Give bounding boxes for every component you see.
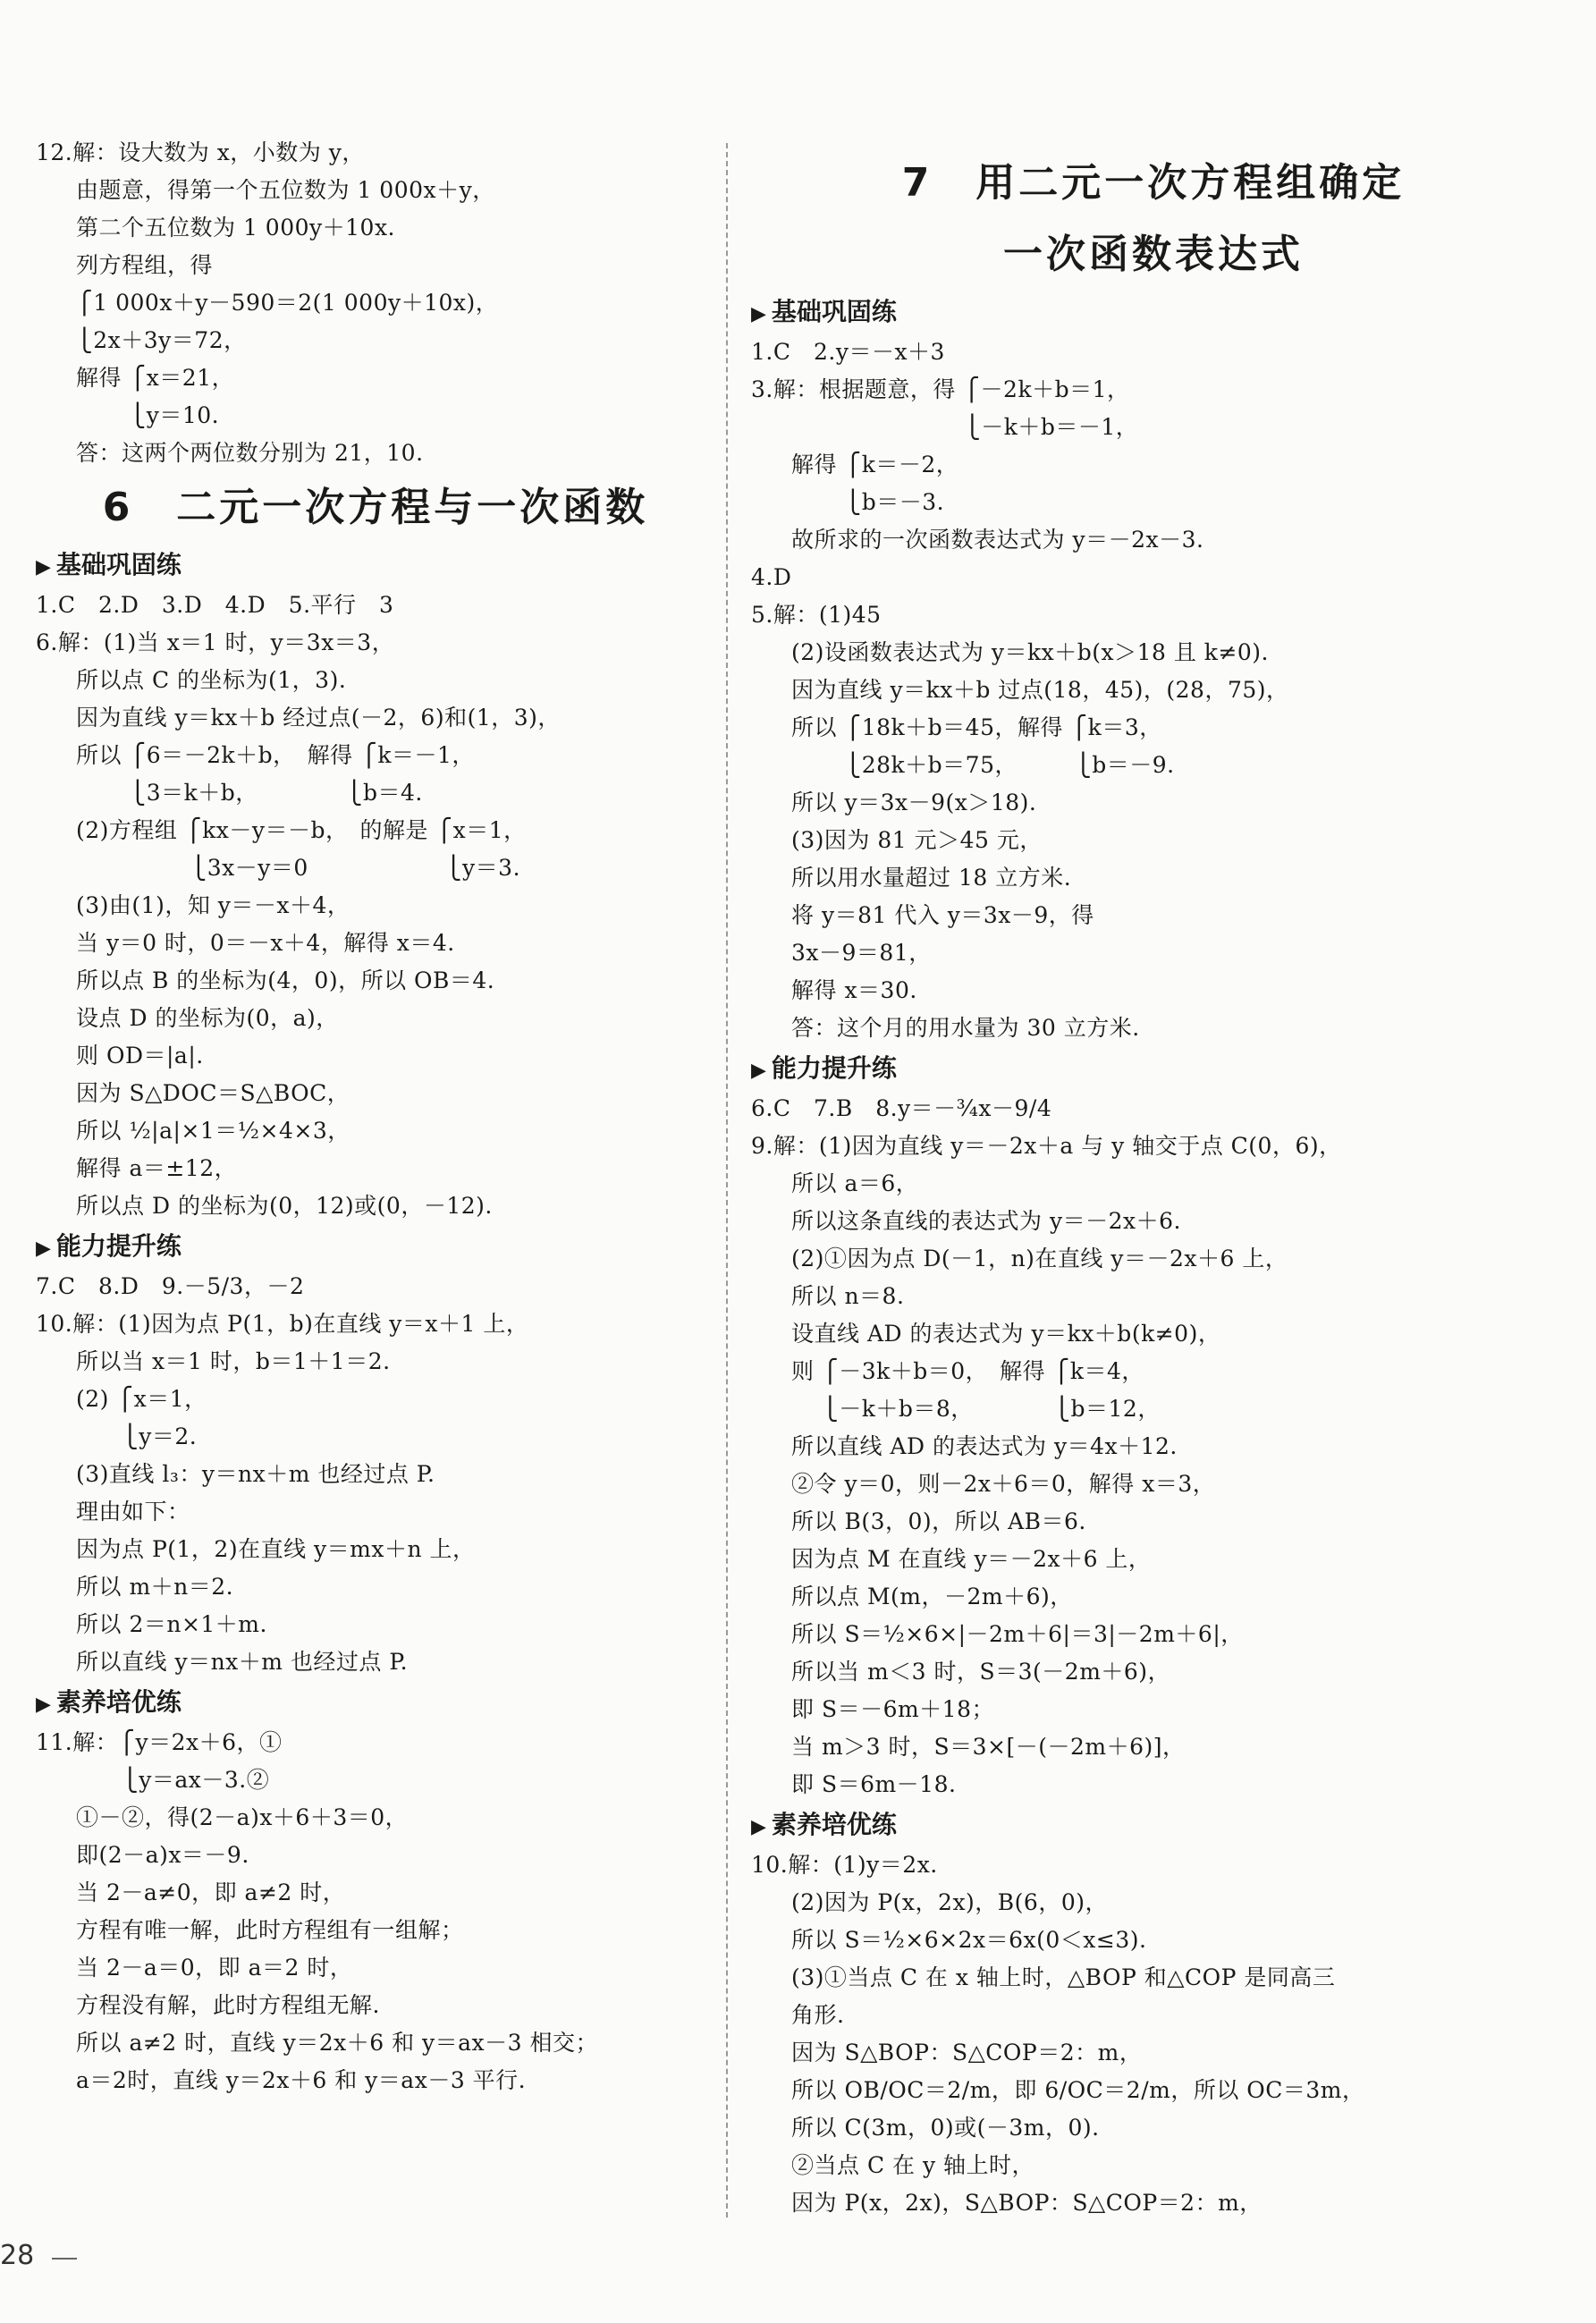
answer-line: 所以直线 AD 的表达式为 y＝4x＋12. (791, 1433, 1178, 1459)
answer-line: 由题意，得第一个五位数为 1 000x＋y， (76, 177, 495, 203)
answer-line: ⎧1 000x＋y－590＝2(1 000y＋10x)， (76, 290, 499, 316)
subsection-heading-text: 基础巩固练 (55, 550, 182, 579)
answer-line: 因为 S△DOC＝S△BOC， (76, 1080, 350, 1106)
subsection-heading (36, 544, 715, 587)
answer-line: a＝2时，直线 y＝2x＋6 和 y＝ax－3 平行. (76, 2067, 527, 2093)
subsection-heading-text: 素养培优练 (771, 1810, 897, 1839)
subsection-heading-text: 素养培优练 (55, 1687, 182, 1717)
answer-line: 列方程组，得 (76, 252, 214, 278)
answer-line: 解得 x＝30. (791, 977, 917, 1003)
answer-line: (2)①因为点 D(－1，n)在直线 y＝－2x＋6 上， (791, 1246, 1288, 1271)
subsection-heading-text: 能力提升练 (771, 1053, 897, 1083)
answer-line: 所以 a＝6， (791, 1170, 919, 1196)
answer-line: 将 y＝81 代入 y＝3x－9，得 (791, 902, 1094, 928)
answer-line: 所以 ⎧6＝－2k＋b， 解得 ⎧k＝－1， (76, 742, 475, 768)
answer-line: ⎩y＝10. (76, 402, 220, 428)
answer-line: 即(2－a)x＝－9. (76, 1842, 249, 1868)
subsection-heading (751, 1047, 1556, 1090)
answer-line: 所以 ½|a|×1＝½×4×3， (76, 1118, 350, 1144)
answer-line: 5.解：(1)45 (751, 602, 882, 628)
answer-line: 9.解：(1)因为直线 y＝－2x＋a 与 y 轴交于点 C(0，6)， (751, 1133, 1342, 1159)
subsection-heading-text: 基础巩固练 (771, 297, 897, 326)
answer-line: (2)设函数表达式为 y＝kx＋b(x＞18 且 k≠0). (791, 639, 1269, 665)
answer-line: 解得 a＝±12， (76, 1155, 238, 1181)
answer-line: (3)因为 81 元＞45 元， (791, 827, 1043, 853)
answer-line: 3.解：根据题意，得 ⎧－2k＋b＝1， (751, 376, 1130, 402)
answer-line: ⎩－k＋b＝－1， (751, 414, 1139, 440)
answer-line: 因为 S△BOP：S△COP＝2：m， (791, 2040, 1143, 2065)
answer-line: 设直线 AD 的表达式为 y＝kx＋b(k≠0)， (791, 1321, 1221, 1347)
subsection-heading (36, 1681, 715, 1724)
answer-line: 所以 B(3，0)，所以 AB＝6. (791, 1508, 1086, 1534)
triangle-bullet-icon: ▶ (36, 556, 51, 579)
section-title: 6 二元一次方程与一次函数 (102, 485, 649, 530)
answer-line: 所以 n＝8. (791, 1283, 905, 1309)
answer-line: 则 ⎧－3k＋b＝0， 解得 ⎧k＝4， (791, 1358, 1144, 1384)
answer-line: 因为点 P(1，2)在直线 y＝mx＋n 上， (76, 1536, 476, 1562)
answer-line: 所以 C(3m，0)或(－3m，0). (791, 2115, 1100, 2141)
answer-line: 6.C 7.B 8.y＝－¾x－9/4 (751, 1095, 1052, 1121)
answer-line: 答：这个月的用水量为 30 立方米. (791, 1015, 1140, 1041)
answer-line: 因为直线 y＝kx＋b 经过点(－2，6)和(1，3)， (76, 705, 561, 731)
answer-line: 10.解：(1)因为点 P(1，b)在直线 y＝x＋1 上， (36, 1311, 529, 1337)
answer-line: 即 S＝6m－18. (791, 1771, 957, 1797)
triangle-bullet-icon: ▶ (36, 1694, 51, 1716)
subsection-heading (36, 1225, 715, 1268)
answer-line: 角形. (791, 2002, 845, 2028)
triangle-bullet-icon: ▶ (751, 1816, 766, 1838)
answer-line: (3)直线 l₃：y＝nx＋m 也经过点 P. (76, 1461, 435, 1487)
answer-line: 所以 y＝3x－9(x＞18). (791, 790, 1037, 815)
answer-line: 所以这条直线的表达式为 y＝－2x＋6. (791, 1208, 1181, 1234)
answer-line: 第二个五位数为 1 000y＋10x. (76, 215, 395, 241)
answer-line: 3x－9＝81， (791, 940, 932, 966)
answer-line: 所以点 D 的坐标为(0，12)或(0，－12). (76, 1193, 493, 1219)
answer-line: 7.C 8.D 9.－5/3，－2 (36, 1273, 305, 1299)
answer-line: ⎩－k＋b＝8， ⎩b＝12， (791, 1396, 1161, 1422)
section-title: 一次函数表达式 (1003, 232, 1304, 277)
answer-line: 6.解：(1)当 x＝1 时，y＝3x＝3， (36, 629, 395, 655)
answer-line: 所以点 C 的坐标为(1，3). (76, 667, 347, 693)
answer-line: (2) ⎧x＝1， (76, 1386, 207, 1412)
answer-line: (2)因为 P(x，2x)，B(6，0)， (791, 1889, 1108, 1915)
answer-line: 1.C 2.y＝－x＋3 (751, 339, 945, 365)
answer-line: 所以点 M(m，－2m＋6)， (791, 1584, 1073, 1609)
answer-line: 方程有唯一解，此时方程组有一组解； (76, 1917, 464, 1943)
triangle-bullet-icon: ▶ (751, 303, 766, 325)
answer-line: 当 2－a＝0，即 a＝2 时， (76, 1955, 353, 1981)
answer-line: 所以 a≠2 时，直线 y＝2x＋6 和 y＝ax－3 相交； (76, 2030, 599, 2056)
triangle-bullet-icon: ▶ (36, 1238, 51, 1260)
answer-line: ⎩b＝－3. (791, 489, 945, 515)
answer-line: (3)由(1)，知 y＝－x＋4， (76, 892, 350, 918)
subsection-heading (751, 291, 1556, 334)
answer-line: 即 S＝－6m＋18； (791, 1696, 994, 1722)
subsection-heading (751, 1803, 1556, 1846)
answer-line: 所以 m＋n＝2. (76, 1574, 234, 1600)
answer-line: 所以当 x＝1 时，b＝1＋1＝2. (76, 1348, 391, 1374)
right-column (751, 148, 1556, 2222)
answer-line: 因为点 M 在直线 y＝－2x＋6 上， (791, 1546, 1152, 1572)
answer-line: ⎩y＝ax－3.② (76, 1767, 270, 1793)
answer-line: ⎩y＝2. (76, 1423, 198, 1449)
answer-line: 11.解：⎧y＝2x＋6，① (36, 1729, 283, 1755)
page-number-dash (52, 2258, 77, 2260)
answer-line: 解得 ⎧k＝－2， (791, 452, 959, 477)
answer-line: 所以直线 y＝nx＋m 也经过点 P. (76, 1649, 409, 1675)
answer-line: ⎩3x－y＝0 ⎩y＝3. (76, 855, 521, 881)
answer-line: ②令 y＝0，则－2x＋6＝0，解得 x＝3， (791, 1471, 1216, 1497)
answer-line: 所以 S＝½×6×2x＝6x(0＜x≤3). (791, 1927, 1147, 1953)
answer-line: 12.解：设大数为 x，小数为 y， (36, 139, 365, 165)
answer-line: (3)①当点 C 在 x 轴上时，△BOP 和△COP 是同高三 (791, 1964, 1336, 1990)
answer-line: 所以 S＝½×6×|－2m＋6|＝3|－2m＋6|， (791, 1621, 1244, 1647)
answer-line: 理由如下： (76, 1499, 190, 1525)
answer-line: 所以用水量超过 18 立方米. (791, 865, 1072, 891)
answer-line: 1.C 2.D 3.D 4.D 5.平行 3 (36, 592, 394, 618)
answer-line: ②当点 C 在 y 轴上时， (791, 2152, 1035, 2178)
answer-line: 4.D (751, 564, 792, 590)
section-title: 7 用二元一次方程组确定 (901, 160, 1406, 206)
answer-line: 故所求的一次函数表达式为 y＝－2x－3. (791, 527, 1204, 553)
answer-line: 所以当 m＜3 时，S＝3(－2m＋6)， (791, 1659, 1171, 1685)
answer-line: 设点 D 的坐标为(0，a)， (76, 1005, 339, 1031)
answer-line: 方程没有解，此时方程组无解. (76, 1992, 380, 2018)
answer-line: 当 y＝0 时，0＝－x＋4，解得 x＝4. (76, 930, 455, 956)
answer-line: 因为 P(x，2x)，S△BOP：S△COP＝2：m， (791, 2190, 1262, 2216)
answer-line: ⎩2x＋3y＝72， (76, 327, 247, 353)
answer-line: 当 2－a≠0，即 a≠2 时， (76, 1880, 346, 1905)
subsection-heading-text: 能力提升练 (55, 1231, 182, 1261)
answer-line: 答：这两个两位数分别为 21，10. (76, 440, 424, 466)
page-number: 28 (0, 2240, 35, 2271)
answer-line: 所以 2＝n×1＋m. (76, 1611, 267, 1637)
left-column (36, 134, 715, 2099)
answer-line: 当 m＞3 时，S＝3×[－(－2m＋6)]， (791, 1734, 1186, 1760)
column-divider (726, 143, 728, 2217)
answer-line: 则 OD＝|a|. (76, 1043, 204, 1069)
answer-line: 因为直线 y＝kx＋b 过点(18，45)，(28，75)， (791, 677, 1289, 703)
answer-line: ①－②，得(2－a)x＋6＋3＝0， (76, 1804, 409, 1830)
answer-line: (2)方程组 ⎧kx－y＝－b， 的解是 ⎧x＝1， (76, 817, 527, 843)
answer-line: 所以 ⎧18k＋b＝45，解得 ⎧k＝3， (791, 714, 1162, 740)
triangle-bullet-icon: ▶ (751, 1060, 766, 1082)
answer-line: ⎩3＝k＋b， ⎩b＝4. (76, 780, 423, 806)
answer-line: 10.解：(1)y＝2x. (751, 1852, 938, 1878)
answer-line: 所以 OB/OC＝2/m，即 6/OC＝2/m，所以 OC＝3m， (791, 2077, 1365, 2103)
answer-line: ⎩28k＋b＝75， ⎩b＝－9. (791, 752, 1175, 778)
answer-line: 解得 ⎧x＝21， (76, 365, 235, 391)
answer-line: 所以点 B 的坐标为(4，0)，所以 OB＝4. (76, 967, 495, 993)
